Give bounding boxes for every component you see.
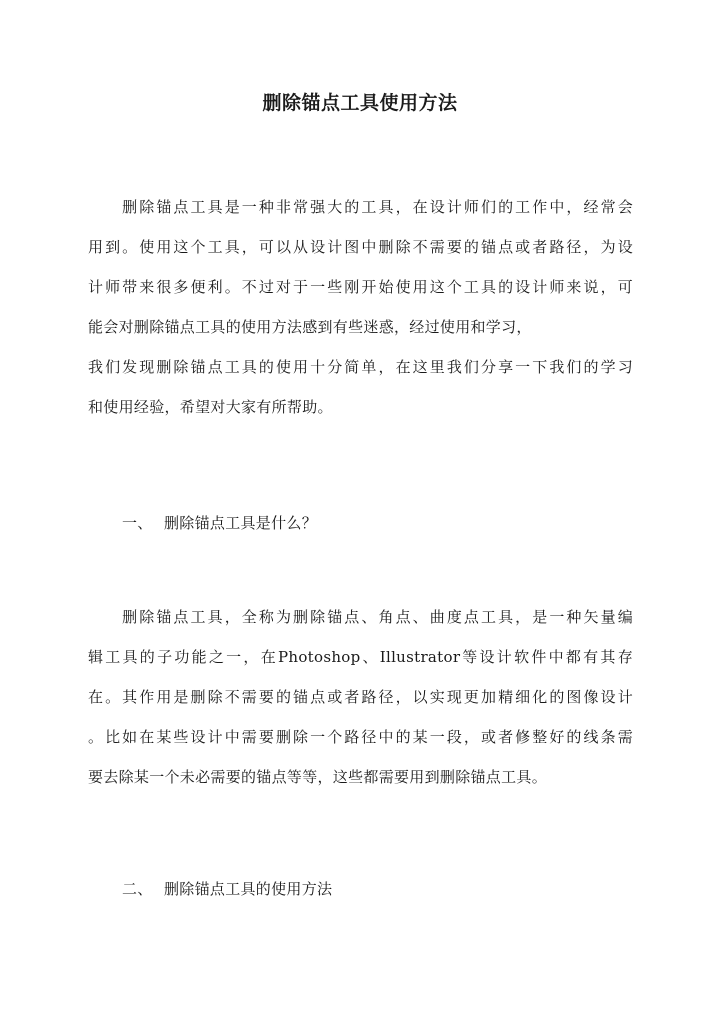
section-2-heading <box>122 878 332 899</box>
intro-paragraph <box>88 187 633 427</box>
section-1-paragraph <box>88 597 633 797</box>
intro-line: 和使用经验，希望对大家有所帮助。 <box>88 398 333 416</box>
intro-line: 计师带来很多便利。不过对于一些刚开始使用这个工具的设计师来说，可 <box>88 278 633 296</box>
section-1-heading <box>122 512 317 533</box>
document-title: 删除锚点工具使用方法 <box>262 92 458 114</box>
intro-line: 删除锚点工具是一种非常强大的工具，在设计师们的工作中，经常会 <box>88 198 633 216</box>
intro-line: 能会对删除锚点工具的使用方法感到有些迷惑，经过使用和学习， <box>88 318 532 336</box>
section-1-line: 辑工具的子功能之一，在Photoshop、Illustrator等设计软件中都有其存 <box>88 648 633 666</box>
section-1-title: 删除锚点工具是什么？ <box>164 514 318 532</box>
intro-line: 我们发现删除锚点工具的使用十分简单，在这里我们分享一下我们的学习 <box>88 358 633 376</box>
section-1-line: 在。其作用是删除不需要的锚点或者路径，以实现更加精细化的图像设计 <box>88 688 633 706</box>
section-2-title: 删除锚点工具的使用方法 <box>164 880 333 898</box>
section-1-line: 。比如在某些设计中需要删除一个路径中的某一段，或者修整好的线条需 <box>88 728 633 746</box>
section-1-line: 删除锚点工具，全称为删除锚点、角点、曲度点工具，是一种矢量编 <box>88 608 633 626</box>
section-2-number: 二、 <box>122 880 153 898</box>
section-1-number: 一、 <box>122 514 153 532</box>
section-1-line: 要去除某一个未必需要的锚点等等，这些都需要用到删除锚点工具。 <box>88 768 548 786</box>
intro-line: 用到。使用这个工具，可以从设计图中删除不需要的锚点或者路径，为设 <box>88 238 633 256</box>
